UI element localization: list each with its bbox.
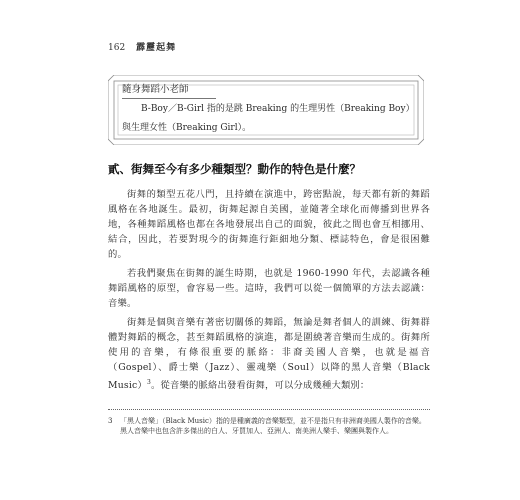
paragraph (108, 315, 430, 393)
footnote-divider (108, 409, 430, 410)
paragraph: 若我們聚焦在街舞的誕生時期，也就是 1960-1990 年代，去認識各種舞蹈風格的原型，會容易一些。這時，我們可以從一個簡單的方法去認識：音樂。 (108, 268, 430, 309)
footnote (108, 416, 430, 436)
tip-box (122, 82, 412, 138)
page-header (108, 40, 176, 53)
book-title: 霹靂起舞 (136, 43, 177, 53)
tip-box-title: 隨身舞蹈小老師 (122, 82, 216, 99)
tip-box-text: B-Boy／B-Girl 指的是跳 Breaking 的生理男性（Breaking Boy）與生理女性（Breaking Girl）。 (122, 104, 411, 133)
footnote-text: 「黑人音樂」（Black Music）指的是種廣義的音樂類型，並不是指只有非洲裔美國人製作的音樂。黑人音樂中也包含許多傑出的白人、牙買加人、亞洲人、南美洲人樂手、樂團與製作人。 (120, 417, 426, 435)
paragraph-text: 。從音樂的脈絡出發看街舞，可以分成幾種大類別： (151, 380, 370, 392)
page-number: 162 (108, 43, 126, 53)
footnote-number: 3 (108, 417, 113, 425)
paragraph-text: 街舞是個與音樂有著密切關係的舞蹈，無論是舞者個人的訓練、街舞群體對舞蹈的概念，甚至舞蹈風格的演進，都是圍繞著音樂而生成的。街舞所使用的音樂，有條很重要的脈絡：非裔美國人音樂，也就是福音（Gospel）、爵士樂（Jazz）、靈魂樂（Soul）以降的黑人音樂（Black Music） (108, 317, 430, 392)
footnote-reference[interactable]: 3 (146, 379, 151, 386)
section-heading: 貳、街舞至今有多少種類型？動作的特色是什麼？ (108, 162, 361, 176)
paragraph: 街舞的類型五花八門，且持續在演進中，跨密點說，每天都有新的舞蹈風格在各地誕生。最初，街舞起源自美國，並隨著全球化而傳播到世界各地，各種舞蹈風格也都在各地發展出自己的面貌，彼此之間也會互相挪用、結合，因此，若要對現今的街舞進行鉅細地分類、標誌特色，會是很困難的。 (108, 189, 430, 260)
body-text (108, 187, 430, 397)
